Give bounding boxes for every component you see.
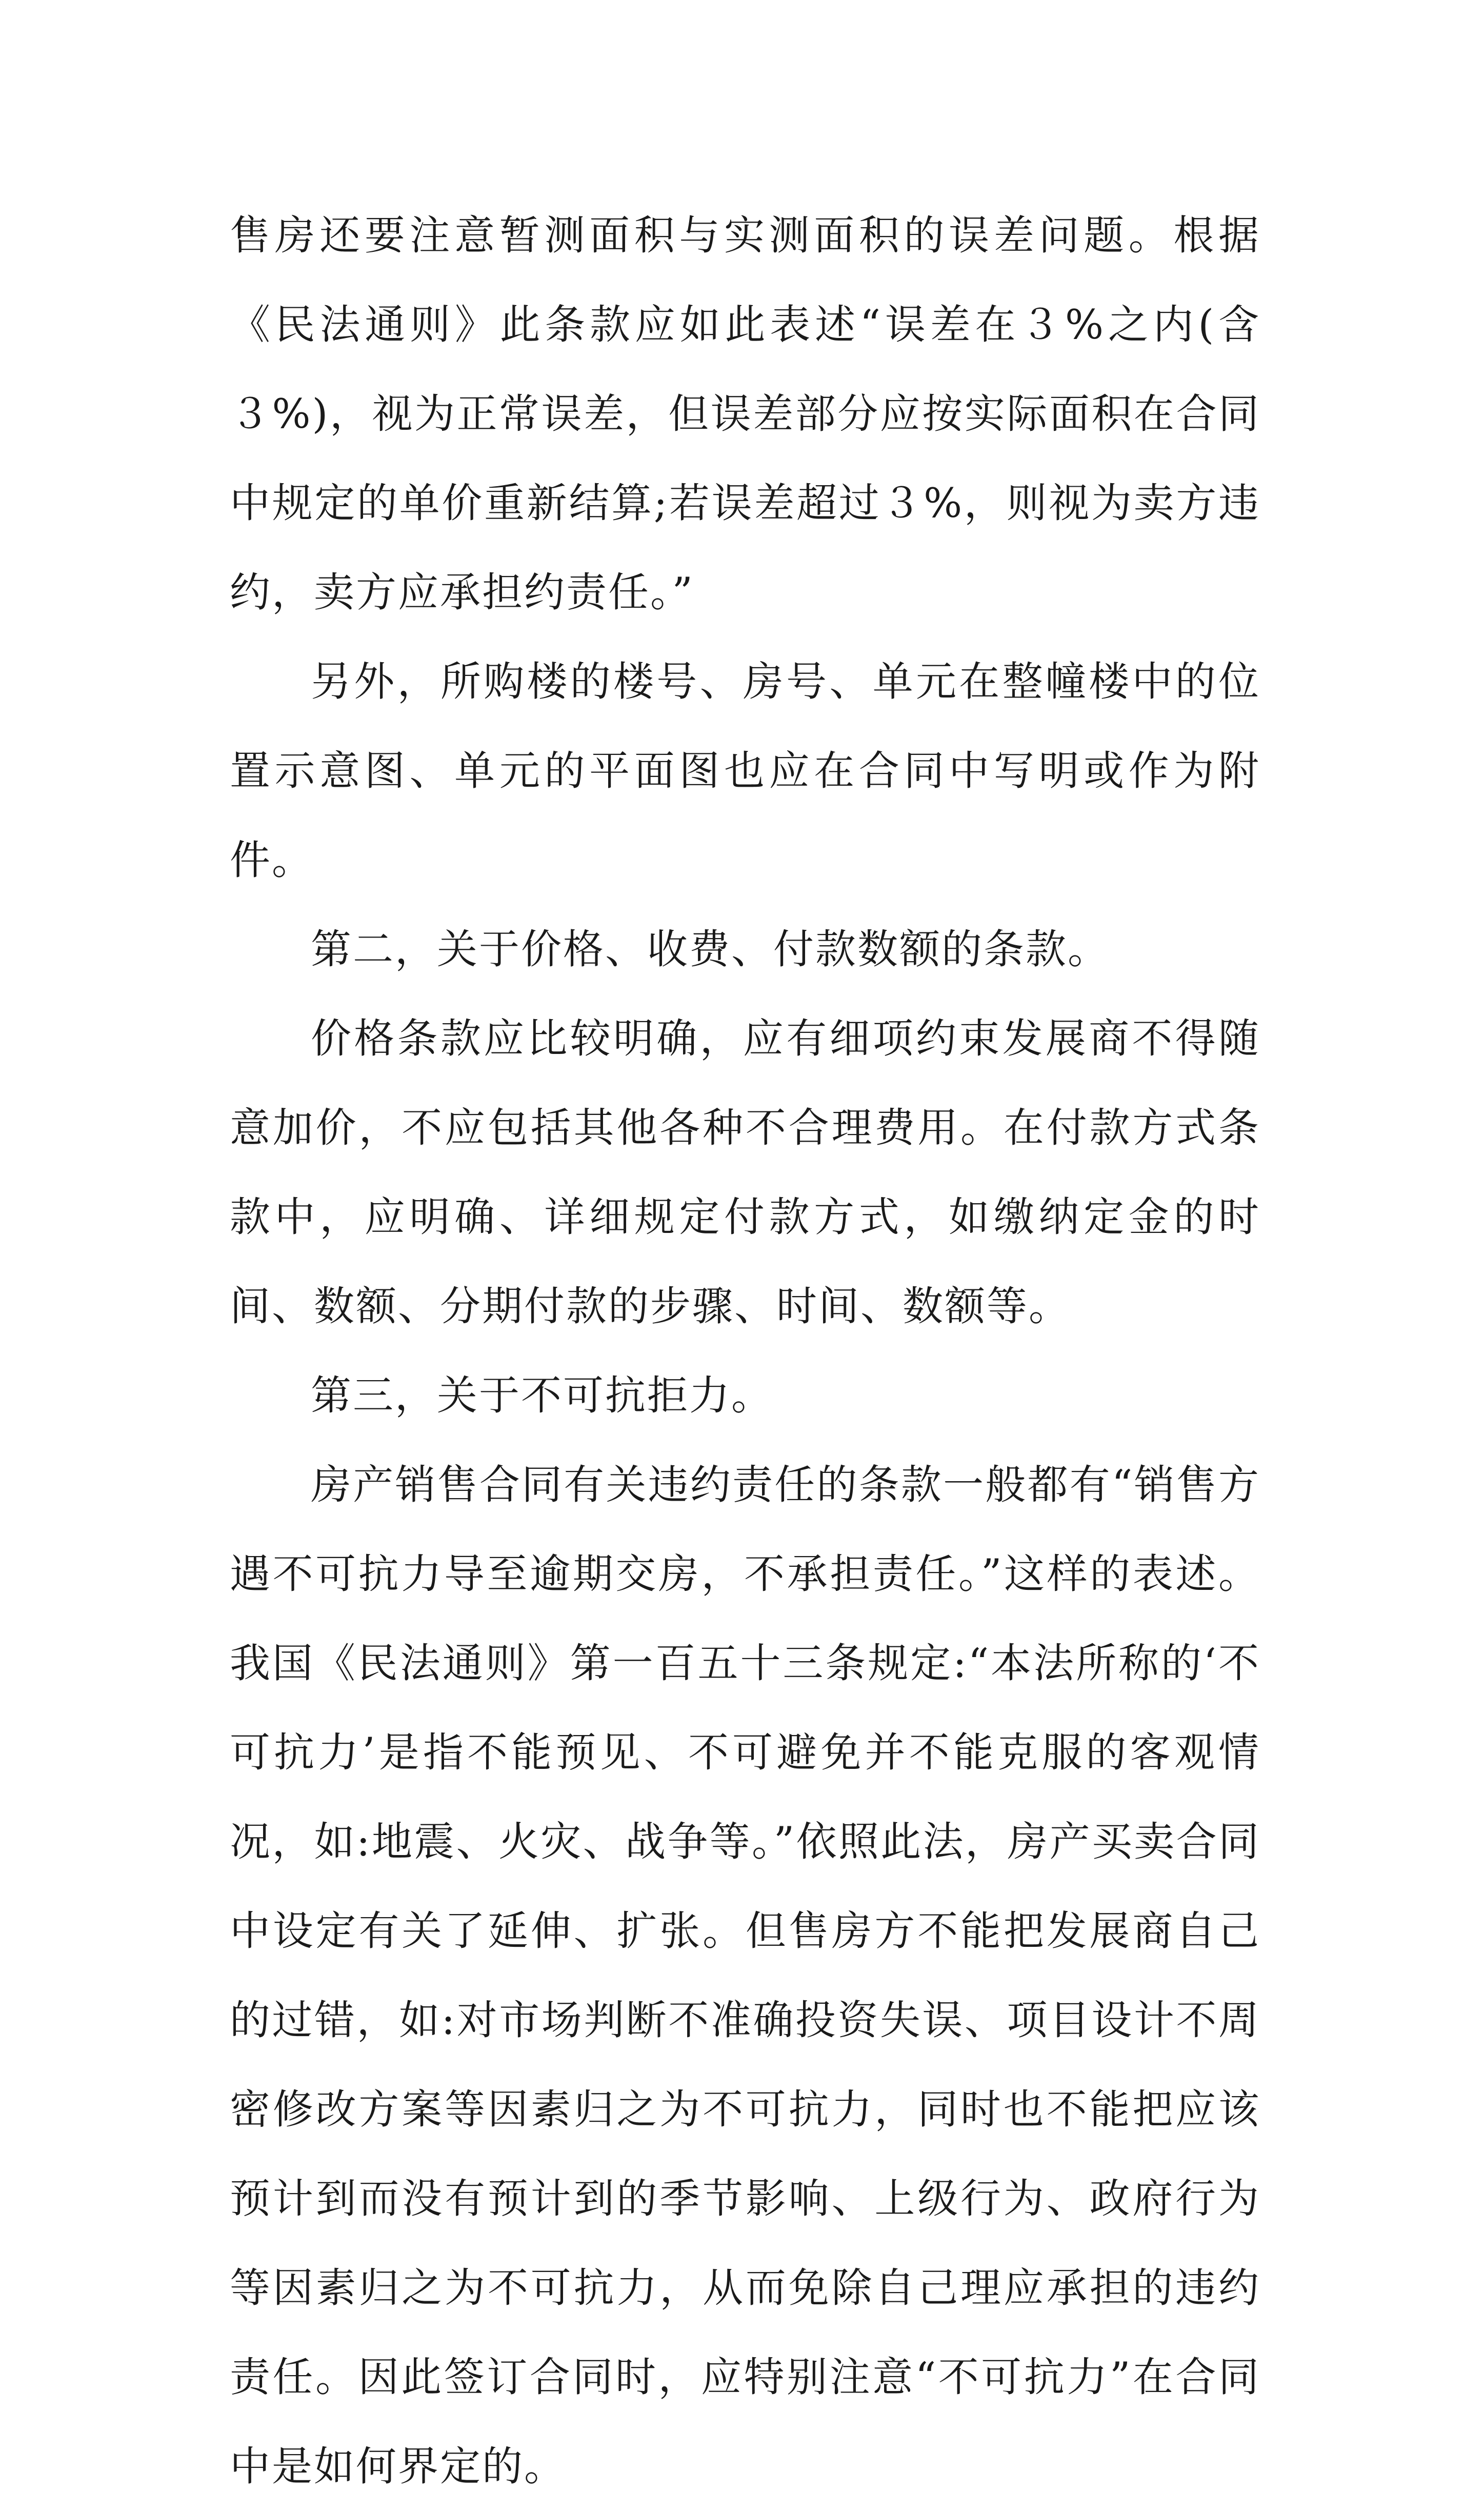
paragraph-floor-plan: 另外，所购楼的楼号、房号、单元在整幢楼中的位置示意图、单元的平面图也应在合同中写明或作为附件。 — [230, 658, 1260, 884]
paragraph-price-terms: 价格条款应比较明确，应有细项约束发展商不得随意加价，不应包括其他各种不合理费用。在付款方式条款中，应明确、详细规定付款方式，如缴纳定金的时间、数额、分期付款的步骤、时间、数额等。 — [230, 1015, 1260, 1330]
paragraph-area-error: 售房还要注意暂测面积与实测面积的误差问题。根据《民法通则》此条款应如此表述“误差在３%之内(含３%)，视为正常误差，但误差部分应按实际面积在合同中规定的单价重新结算;若误差超过３%，则视为卖方违约，卖方应承担约责任。” — [230, 212, 1260, 616]
paragraph-heading-price: 第二，关于价格、收费、付款数额的条款。 — [311, 926, 1110, 973]
paragraph-force-majeure: 房产销售合同有关违约责任的条款一般都有“销售方遇不可抗力导至逾期交房，不承担责任。”这样的表述。我国《民法通则》第一百五十三条规定:“本法所称的‘不可抗力’是指不能预见、不可避免并不能克服的客观情况，如:地震、火灾、战争等。”依照此法，房产买卖合同中设定有关了延伸、扩张。但售房方不能把发展商自己的过错，如:对市场判断不准确投资失误、项目设计不周密修改方案等因素归之为不可抗力，同时也不能把应该预计到而没有预计到的季节影响、上级行为、政府行为等因素归之为不可抗力，从而免除自己理应承担的违约责任。因此签订合同时，应特别注意“不可抗力”在合同中是如何界定的。 — [230, 1461, 1260, 2490]
document-page — [230, 191, 1260, 2511]
paragraph-heading-force-majeure: 第三，关于不可抗拒力。 — [311, 1372, 773, 1419]
